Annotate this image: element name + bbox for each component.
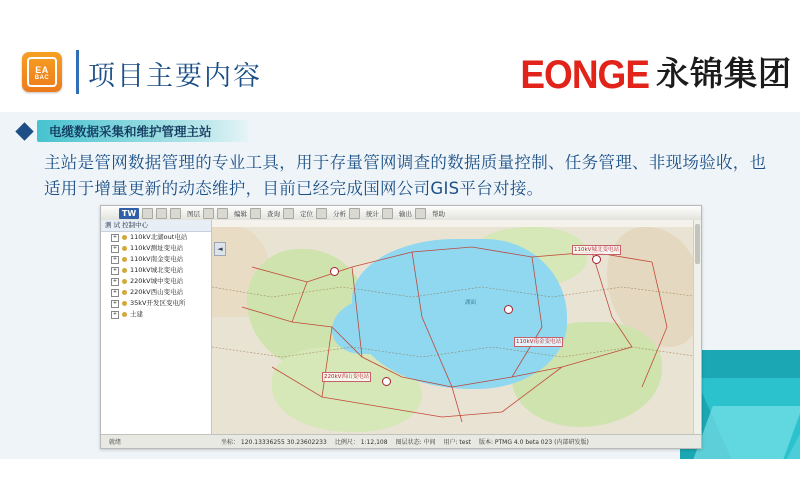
toolbar-icon-zoom-in[interactable] (203, 208, 214, 219)
status-bar (101, 434, 701, 448)
expand-icon[interactable]: + (112, 266, 118, 273)
map-view[interactable] (212, 220, 701, 434)
layer-dot-icon (122, 290, 127, 295)
layer-dot-icon (122, 235, 127, 240)
toolbar-icon-select[interactable] (283, 208, 294, 219)
toolbar-icon-zoom-out[interactable] (217, 208, 228, 219)
layer-tree-item-label: 110kV测址变电站 (130, 244, 184, 252)
toolbar-menu-query[interactable]: 查询 (267, 209, 280, 218)
layer-dot-icon (122, 257, 127, 262)
layer-tree-item-label: 土建 (130, 310, 143, 318)
layer-dot-icon (122, 312, 127, 317)
toolbar-menu-edit[interactable]: 编辑 (234, 209, 247, 218)
logo-inner-frame (27, 57, 57, 87)
app-logo-icon: TW (119, 208, 139, 219)
layer-tree-item-label: 220kV城中变电站 (130, 277, 184, 285)
map-canvas[interactable] (212, 227, 701, 434)
layer-tree-item[interactable] (101, 243, 211, 254)
substation-marker[interactable] (504, 305, 513, 314)
page-title: 项目主要内容 (88, 61, 262, 92)
title-accent-bar (76, 50, 79, 94)
map-vertical-scrollbar[interactable] (693, 220, 701, 434)
status-scale: 比例尺： 1:12,108 (334, 439, 388, 446)
layer-dot-icon (122, 246, 127, 251)
substation-marker[interactable] (330, 267, 339, 276)
map-cable-network-lines (212, 227, 701, 434)
logo-text-line1: EA (35, 65, 49, 75)
section-heading (16, 120, 248, 142)
expand-icon[interactable]: + (112, 310, 118, 317)
layer-tree-item[interactable] (101, 276, 211, 287)
company-logo-icon (22, 52, 62, 92)
diamond-bullet-icon (15, 122, 33, 140)
layer-tree-item[interactable] (101, 254, 211, 265)
substation-marker[interactable] (382, 377, 391, 386)
layer-tree-header: 测 试 控制中心 (101, 220, 211, 232)
status-layer: 图层状态: 中间 (395, 439, 436, 446)
status-version: 版本: PTMG 4.0 beta 023 (内部研发版) (478, 439, 589, 446)
layer-tree-item[interactable] (101, 265, 211, 276)
layer-tree-item[interactable] (101, 287, 211, 298)
layer-tree-item-label: 110kV南金变电站 (130, 255, 184, 263)
toolbar-icon-print[interactable] (170, 208, 181, 219)
section-heading-bar (37, 120, 248, 142)
app-toolbar[interactable] (101, 206, 701, 221)
layer-tree-panel[interactable] (101, 220, 212, 434)
layer-tree-item[interactable] (101, 309, 211, 320)
body-paragraph: 主站是管网数据管理的专业工具，用于存量管网调查的数据质量控制、任务管理、非现场验收，也适用于增量更新的动态维护，目前已经完成国网公司GIS平台对接。 (44, 153, 767, 198)
toolbar-menu-locate[interactable]: 定位 (300, 209, 313, 218)
toolbar-menu-help[interactable]: 帮助 (432, 209, 445, 218)
logo-text-line2: BAC (34, 75, 50, 81)
toolbar-menu-layer[interactable]: 图层 (187, 209, 200, 218)
substation-marker[interactable] (592, 255, 601, 264)
expand-icon[interactable]: + (112, 255, 118, 262)
section-heading-label: 电缆数据采集和维护管理主站 (49, 124, 212, 139)
toolbar-menu-output[interactable]: 输出 (399, 209, 412, 218)
expand-icon[interactable]: + (112, 288, 118, 295)
layer-dot-icon (122, 279, 127, 284)
toolbar-icon-open[interactable] (142, 208, 153, 219)
expand-icon[interactable]: + (112, 244, 118, 251)
layer-tree-item[interactable] (101, 298, 211, 309)
toolbar-icon-help[interactable] (415, 208, 426, 219)
slide-bottom-band (0, 459, 800, 499)
status-coordinates: 坐标： 120.13336255 30.23602233 (221, 439, 327, 446)
application-screenshot (100, 205, 702, 449)
toolbar-icon-measure[interactable] (316, 208, 327, 219)
map-label-water: 湖面 (465, 300, 477, 306)
brand-lockup (520, 52, 792, 96)
layer-tree-item-label: 220kV西山变电站 (130, 288, 184, 296)
brand-name-en: EONGE (520, 51, 649, 97)
toolbar-icon-pan[interactable] (250, 208, 261, 219)
slide-header (0, 0, 800, 112)
layer-tree-item[interactable] (101, 232, 211, 243)
expand-icon[interactable]: + (112, 299, 118, 306)
toolbar-icon-export[interactable] (382, 208, 393, 219)
scrollbar-thumb[interactable] (695, 224, 700, 264)
toolbar-icon-chart[interactable] (349, 208, 360, 219)
map-label: 110kV南金变电站 (516, 339, 561, 345)
map-label: 110kV城北变电站 (574, 247, 619, 253)
layer-tree-item-label: 110kV城北变电站 (130, 266, 184, 274)
layer-dot-icon (122, 301, 127, 306)
layer-dot-icon (122, 268, 127, 273)
expand-icon[interactable]: + (112, 277, 118, 284)
status-user: 用户: test (443, 439, 471, 446)
status-ready: 就绪 (109, 439, 122, 446)
layer-tree-item-label: 35kV开发区变电所 (130, 299, 186, 307)
toolbar-menu-statistics[interactable]: 统计 (366, 209, 379, 218)
toolbar-menu-analysis[interactable]: 分析 (333, 209, 346, 218)
expand-icon[interactable]: + (112, 233, 118, 240)
brand-name-cn: 永锦集团 (656, 54, 792, 93)
toolbar-icon-save[interactable] (156, 208, 167, 219)
map-pan-left-button[interactable]: ◄ (214, 242, 226, 256)
layer-tree-item-label: 110kV北湖out电站 (130, 233, 188, 241)
map-label: 220kV西山变电站 (324, 374, 369, 380)
